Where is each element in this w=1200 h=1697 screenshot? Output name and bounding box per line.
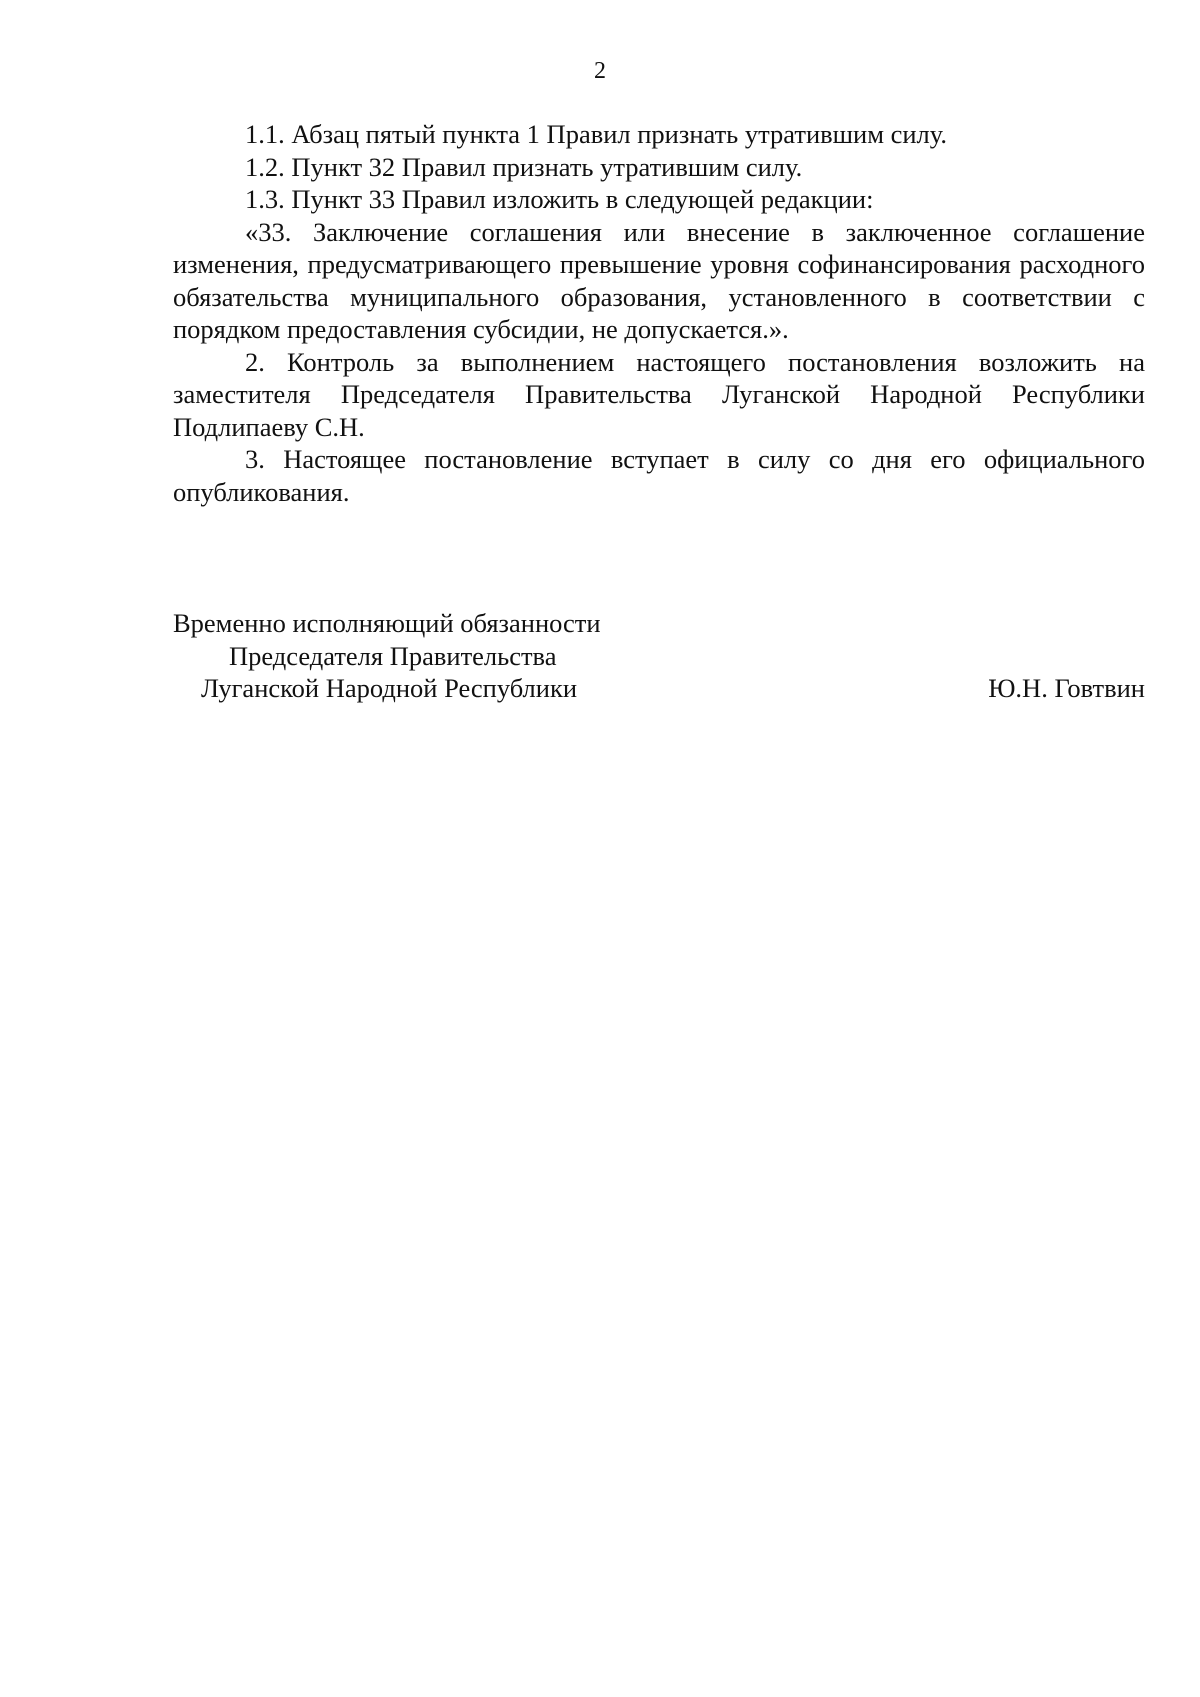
signature-position-line-2: Председателя Правительства [229, 640, 557, 671]
paragraph-1-2: 1.2. Пункт 32 Правил признать утратившим силу. [245, 151, 803, 182]
signature-line-1 [173, 607, 1145, 640]
signature-position-line-3: Луганской Народной Республики [201, 673, 578, 703]
signature-position-line-1: Временно исполняющий обязанности [173, 608, 601, 638]
paragraph-2: 2. Контроль за выполнением настоящего постановления возложить на заместителя Председателя Правительства Луганской Народной Республики Подлипаеву С.Н. [173, 346, 1145, 442]
signature-block [173, 607, 1145, 705]
signature-line-3 [173, 672, 1145, 705]
paragraph-1-1: 1.1. Абзац пятый пункта 1 Правил признать утратившим силу. [245, 119, 948, 149]
page-number: 2 [594, 58, 606, 84]
paragraph-3: 3. Настоящее постановление вступает в силу со дня его официального опубликования. [173, 444, 1145, 507]
paragraph-1-3: 1.3. Пункт 33 Правил изложить в следующей редакции: [245, 184, 874, 214]
signature-line-2 [173, 640, 1145, 673]
signatory-name: Ю.Н. Говтвин [988, 673, 1145, 703]
paragraph-33-quote: «33. Заключение соглашения или внесение в заключенное соглашение изменения, предусматривающего превышение уровня софинансирования расходного обязательства муниципального образования, установленного в соответствии с порядком предоставления субсидии, не допускается.». [173, 216, 1145, 344]
document-body [173, 118, 1145, 508]
